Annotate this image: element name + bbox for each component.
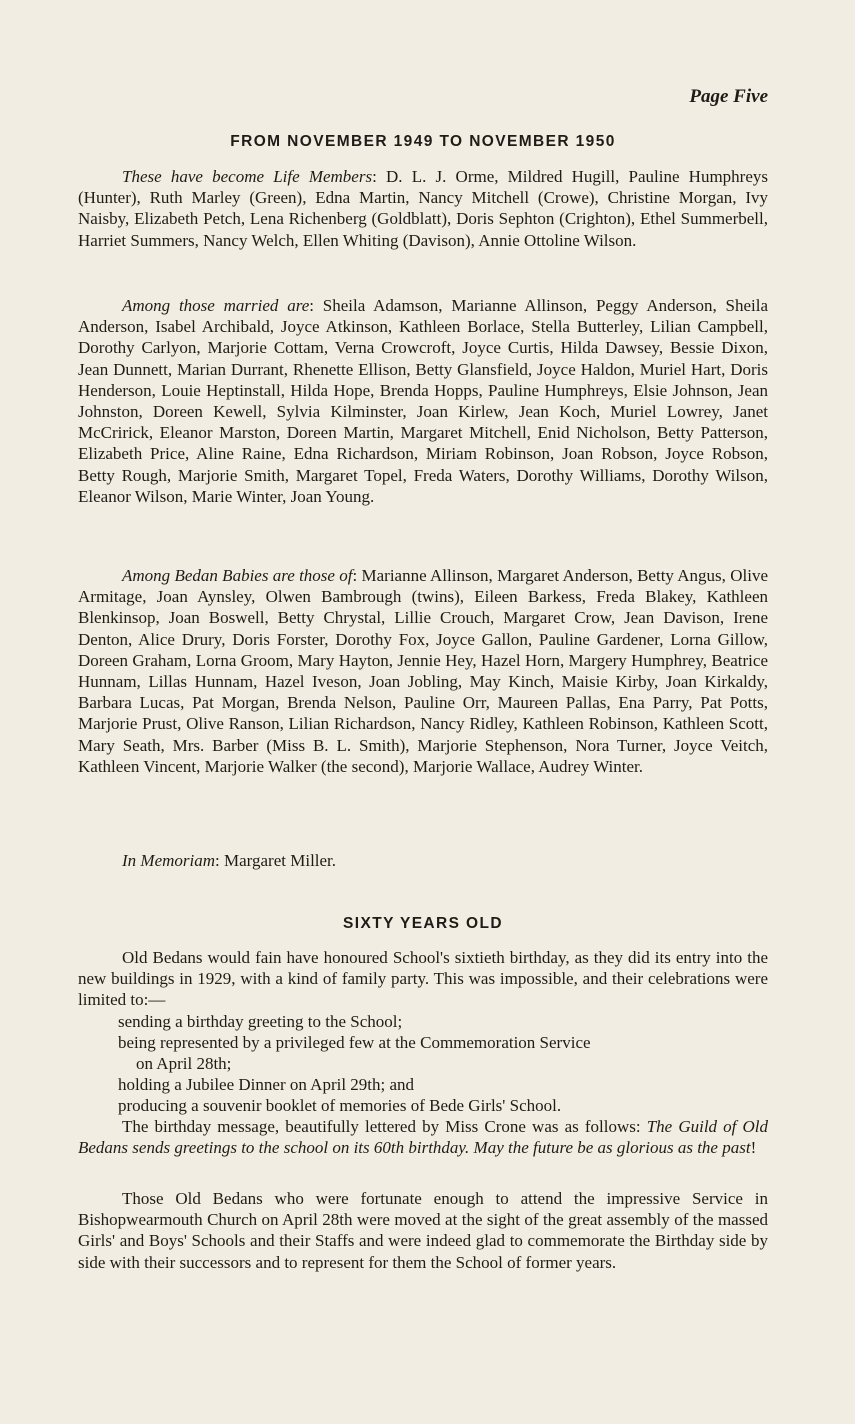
list-item: holding a Jubilee Dinner on April 29th; and	[118, 1075, 415, 1095]
married-text: : Sheila Adamson, Marianne Allinson, Peggy Anderson, Sheila Anderson, Isabel Archibald, Joyce Atkinson, Kathleen Borlace, Stella Butterley, Lilian Campbell, Dorothy Carlyon, Marjorie Cottam, Verna Crowcroft, Joyce Curtis, Hilda Dawsey, Bessie Dixon, Jean Dunnett, Marian Durrant, Rhenette Ellison, Betty Glansfield, Joyce Haldon, Muriel Hart, Doris Henderson, Louie Heptinstall, Hilda Hope, Brenda Hopps, Pauline Humphreys, Elsie Johnson, Jean Johnston, Doreen Kewell, Sylvia Kilminster, Joan Kirlew, Jean Koch, Muriel Lowrey, Janet McCririck, Eleanor Marston, Doreen Martin, Margaret Mitchell, Enid Nicholson, Betty Patterson, Elizabeth Price, Aline Raine, Edna Richardson, Miriam Robinson, Joan Robson, Joyce Robson, Betty Rough, Marjorie Smith, Margaret Topel, Freda Waters, Dorothy Williams, Dorothy Wilson, Eleanor Wilson, Marie Winter, Joan Young.	[78, 296, 768, 506]
service-text: Those Old Bedans who were fortunate enough to attend the impressive Service in Bishopwearmouth Church on April 28th were moved at the sight of the great assembly of the massed Girls' and Boys' Schools and their Staffs and were indeed glad to commemorate the Birthday side by side with their successors and to represent for them the School of former years.	[78, 1189, 768, 1272]
section-heading-sixty-years: SIXTY YEARS OLD	[343, 915, 503, 932]
married-lead: Among those married are	[122, 296, 310, 315]
list-item: on April 28th;	[136, 1054, 232, 1074]
sixty-years-intro	[78, 947, 768, 1117]
celebration-list	[78, 1011, 768, 1117]
married-paragraph	[78, 295, 768, 507]
life-members-paragraph	[78, 166, 768, 251]
memoriam-paragraph	[78, 850, 768, 871]
section-heading-1949-1950: FROM NOVEMBER 1949 TO NOVEMBER 1950	[230, 133, 616, 150]
babies-lead: Among Bedan Babies are those of	[122, 566, 353, 585]
message-quote: The Guild of Old Bedans sends greetings to the school on its 60th birthday. May the future be as glorious as the past	[78, 1117, 768, 1158]
babies-paragraph	[78, 565, 768, 777]
list-item: producing a souvenir booklet of memories of Bede Girls' School.	[118, 1096, 562, 1116]
birthday-message-paragraph	[78, 1116, 768, 1158]
list-item: being represented by a privileged few at the Commemoration Service	[118, 1032, 591, 1052]
life-members-text: : D. L. J. Orme, Mildred Hugill, Pauline Humphreys (Hunter), Ruth Marley (Green), Edna Martin, Nancy Mitchell (Crowe), Christine Morgan, Ivy Naisby, Elizabeth Petch, Lena Richenberg (Goldblatt), Doris Sephton (Crighton), Ethel Summerbell, Harriet Summers, Nancy Welch, Ellen Whiting (Davison), Annie Ottoline Wilson.	[78, 167, 768, 250]
page-number: Page Five	[689, 86, 768, 107]
life-members-lead: These have become Life Members	[122, 167, 373, 186]
memoriam-text: : Margaret Miller.	[215, 851, 337, 870]
service-paragraph	[78, 1188, 768, 1273]
memoriam-lead: In Memoriam	[122, 851, 216, 870]
list-item: sending a birthday greeting to the School;	[118, 1011, 403, 1031]
babies-text: : Marianne Allinson, Margaret Anderson, Betty Angus, Olive Armitage, Joan Aynsley, Olwen Bambrough (twins), Eileen Barkess, Freda Blakey, Kathleen Blenkinsop, Joan Boswell, Betty Chrystal, Lillie Crouch, Margaret Crow, Jean Davison, Irene Denton, Alice Drury, Doris Forster, Dorothy Fox, Joyce Gallon, Pauline Gardener, Lorna Gillow, Doreen Graham, Lorna Groom, Mary Hayton, Jennie Hey, Hazel Horn, Margery Humphrey, Beatrice Hunnam, Lillas Hunnam, Hazel Iveson, Joan Jobling, May Kinch, Maisie Kirby, Joan Kirkaldy, Barbara Lucas, Pat Morgan, Brenda Nelson, Pauline Orr, Maureen Pallas, Ena Parry, Pat Potts, Marjorie Prust, Olive Ranson, Lilian Richardson, Nancy Ridley, Kathleen Robinson, Kathleen Scott, Mary Seath, Mrs. Barber (Miss B. L. Smith), Marjorie Stephenson, Nora Turner, Joyce Veitch, Kathleen Vincent, Marjorie Walker (the second), Marjorie Wallace, Audrey Winter.	[78, 566, 768, 776]
message-intro: The birthday message, beautifully lettered by Miss Crone was as follows:	[122, 1117, 647, 1136]
message-end: !	[750, 1138, 757, 1158]
intro-text: Old Bedans would fain have honoured School's sixtieth birthday, as they did its entry into the new buildings in 1929, with a kind of family party. This was impossible, and their celebrations were limited to:—	[78, 948, 768, 1010]
